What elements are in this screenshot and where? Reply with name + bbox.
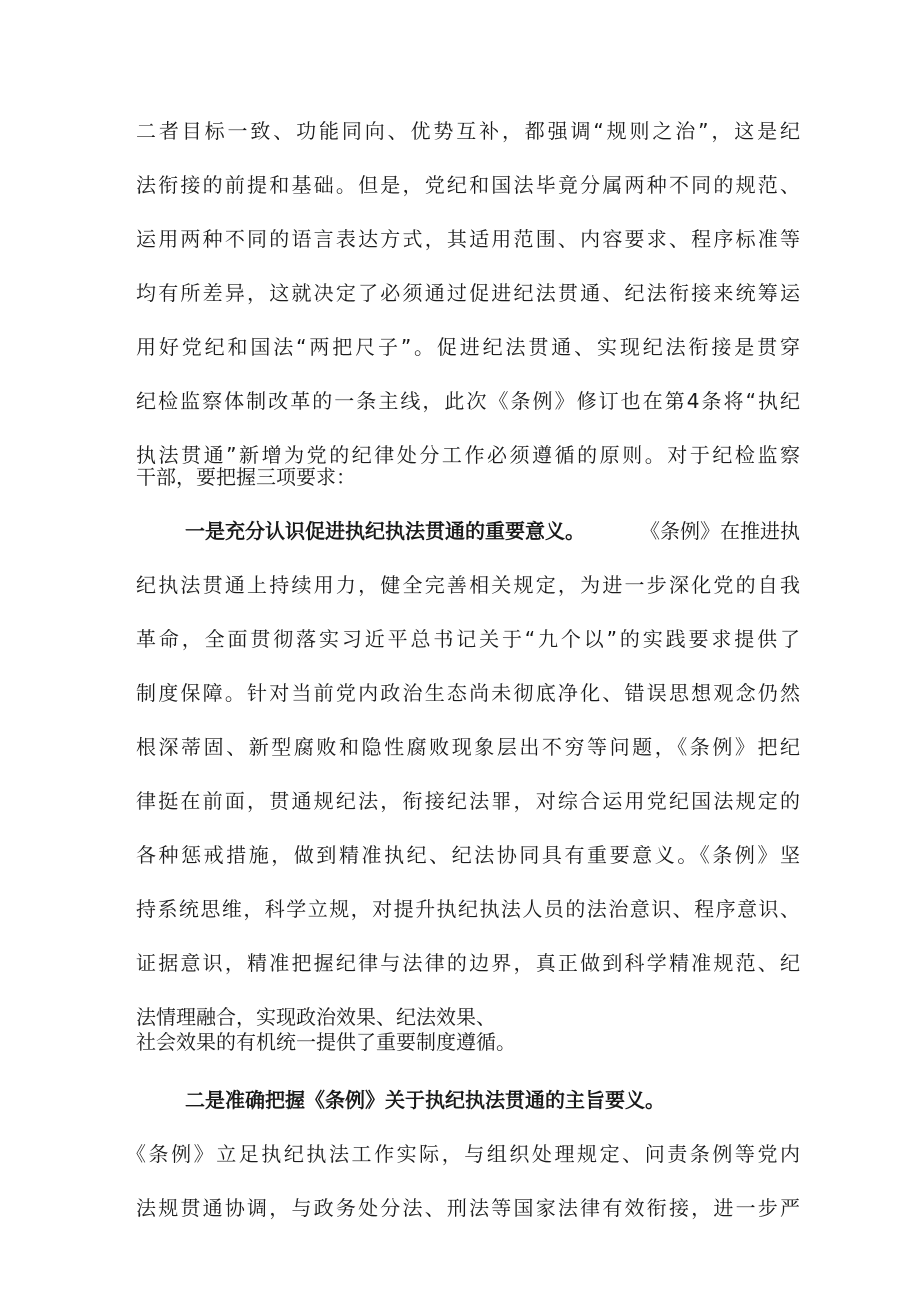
text-line: 制度保障。针对当前党内政治生态尚未彻底净化、错误思想观念仍然 [136, 681, 800, 705]
text-line: 《条例》立足执纪执法工作实际，与组织处理规定、问责条例等党内 [126, 1142, 800, 1166]
text-line: 社会效果的有机统一提供了重要制度遵循。 [136, 1030, 516, 1054]
text-line: 根深蒂固、新型腐败和隐性腐败现象层出不穷等问题，《条例》把纪 [136, 735, 800, 759]
text-line: 法情理融合，实现政治效果、纪法效果、 [136, 1005, 496, 1029]
text-line: 运用两种不同的语言表达方式，其适用范围、内容要求、程序标准等 [136, 227, 800, 251]
text-line: 干部，要把握三项要求： [136, 465, 356, 489]
text-line: 革命，全面贯彻落实习近平总书记关于“九个以”的实践要求提供了 [136, 627, 800, 651]
text-line: 二者目标一致、功能同向、优势互补，都强调“规则之治”，这是纪 [136, 119, 800, 143]
text-line: 执法贯通”新增为党的纪律处分工作必须遵循的原则。对于纪检监察 [136, 443, 800, 467]
paragraph-first-line [185, 517, 800, 545]
text-line: 律挺在前面，贯通规纪法，衔接纪法罪，对综合运用党纪国法规定的 [136, 789, 800, 813]
text-line: 法衔接的前提和基础。但是，党纪和国法毕竟分属两种不同的规范、 [136, 173, 800, 197]
text-line: 纪执法贯通上持续用力，健全完善相关规定，为进一步深化党的自我 [136, 573, 800, 597]
text-line: 用好党纪和国法“两把尺子”。促进纪法贯通、实现纪法衔接是贯穿 [136, 335, 800, 359]
section-heading: 二是准确把握《条例》关于执纪执法贯通的主旨要义。 [185, 1088, 665, 1112]
text-line: 证据意识，精准把握纪律与法律的边界，真正做到科学精准规范、纪 [136, 951, 800, 975]
text-line: 法规贯通协调，与政务处分法、刑法等国家法律有效衔接，进一步严 [136, 1196, 800, 1220]
text-line: 持系统思维，科学立规，对提升执纪执法人员的法治意识、程序意识、 [136, 897, 800, 921]
section-heading: 一是充分认识促进执纪执法贯通的重要意义。 [185, 519, 585, 543]
text-line: 均有所差异，这就决定了必须通过促进纪法贯通、纪法衔接来统筹运 [136, 281, 800, 305]
text-span: 《条例》在推进执 [640, 519, 800, 543]
text-line: 纪检监察体制改革的一条主线，此次《条例》修订也在第4条将“执纪 [136, 389, 800, 413]
text-line: 各种惩戒措施，做到精准执纪、纪法协同具有重要意义。《条例》坚 [136, 843, 800, 867]
